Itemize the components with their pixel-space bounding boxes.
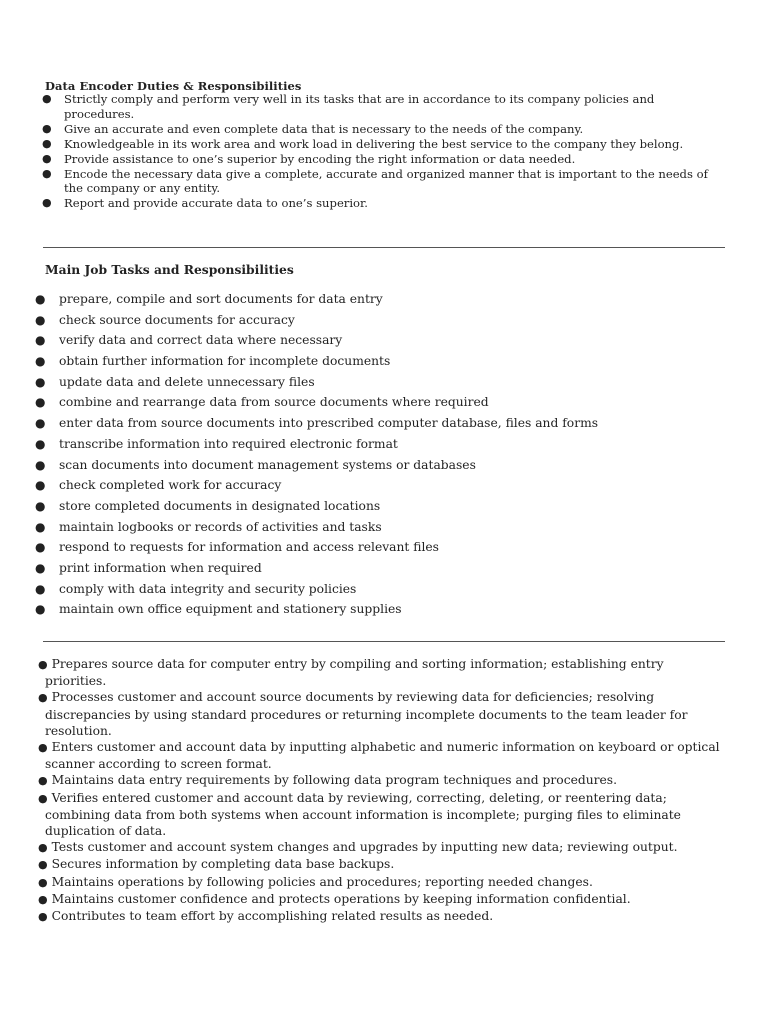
list-item-text: print information when required: [59, 560, 262, 575]
list-item: [0, 839, 768, 856]
list-item: [0, 539, 768, 560]
bullet-icon: ●: [38, 741, 48, 755]
list-item-text: update data and delete unnecessary files: [59, 374, 315, 389]
list-item: [0, 291, 768, 312]
list-item: [0, 519, 768, 540]
list-item: [0, 689, 768, 739]
list-item-text: transcribe information into required electronic format: [59, 436, 398, 451]
list-item-text: Strictly comply and perform very well in its tasks that are in accordance to its company policies and procedures.: [64, 92, 655, 121]
list-item-text: Give an accurate and even complete data that is necessary to the needs of the company.: [64, 121, 584, 136]
list-item: [0, 560, 768, 581]
list-item: [0, 152, 768, 167]
list-item: [0, 656, 768, 689]
list-item-text: Tests customer and account system changes and upgrades by inputting new data; reviewing output.: [51, 840, 678, 855]
list-item-text: prepare, compile and sort documents for data entry: [59, 292, 383, 306]
bullet-icon: ●: [35, 395, 46, 410]
list-item-text: Verifies entered customer and account data by reviewing, correcting, deleting, or reentering data; combining data from both systems when account information is incomplete; purging files to eliminate duplication of data.: [45, 790, 681, 839]
list-item: [0, 891, 768, 908]
bullet-icon: ●: [38, 791, 48, 805]
list-item-text: scan documents into document management systems or databases: [59, 457, 476, 472]
bullet-icon: ●: [35, 374, 46, 389]
bullet-icon: ●: [38, 658, 48, 671]
list-item: [0, 436, 768, 457]
list-item-text: enter data from source documents into prescribed computer database, files and forms: [59, 416, 599, 431]
bullet-icon: ●: [35, 436, 46, 451]
list-item-text: respond to requests for information and access relevant files: [59, 540, 439, 555]
bullet-icon: ●: [42, 166, 52, 180]
list-item-text: check completed work for accuracy: [59, 478, 282, 493]
list-item: [0, 332, 768, 353]
duties-list: [0, 92, 768, 211]
list-item: [0, 739, 768, 772]
list-item: [0, 415, 768, 436]
bullet-icon: ●: [38, 875, 48, 889]
list-item-text: check source documents for accuracy: [59, 312, 295, 327]
bullet-icon: ●: [35, 498, 46, 513]
list-item-text: Provide assistance to one’s superior by encoding the right information or data needed.: [64, 151, 576, 166]
list-item: [0, 457, 768, 478]
list-item-text: Maintains operations by following policies and procedures; reporting needed changes.: [51, 874, 593, 889]
bullet-icon: ●: [38, 858, 48, 872]
duties-heading: Data Encoder Duties & Responsibilities: [45, 79, 302, 93]
bullet-icon: ●: [35, 333, 46, 348]
bullet-icon: ●: [35, 602, 46, 617]
bullet-icon: ●: [38, 892, 48, 906]
bullet-icon: ●: [35, 519, 46, 534]
bullet-icon: ●: [38, 774, 48, 788]
list-item-text: maintain logbooks or records of activities and tasks: [59, 519, 382, 534]
list-item: [0, 772, 768, 789]
bullet-icon: ●: [35, 540, 46, 555]
tasks-list: [0, 291, 768, 622]
bullet-icon: ●: [35, 292, 46, 306]
list-item: [0, 601, 768, 622]
list-item: [0, 790, 768, 840]
list-item: [0, 498, 768, 519]
list-item: [0, 477, 768, 498]
list-item: [0, 122, 768, 137]
list-item: [0, 196, 768, 211]
bullet-icon: ●: [38, 691, 48, 705]
list-item: [0, 92, 768, 122]
list-item: [0, 353, 768, 374]
list-item-text: store completed documents in designated locations: [59, 498, 381, 513]
divider: [43, 247, 725, 248]
list-item-text: Encode the necessary data give a complete, accurate and organized manner that is important to the needs of the company or any entity.: [64, 166, 708, 196]
list-item-text: comply with data integrity and security policies: [59, 581, 357, 596]
list-item-text: Knowledgeable in its work area and work load in delivering the best service to the company they belong.: [64, 136, 684, 151]
list-item-text: obtain further information for incomplete documents: [59, 354, 391, 369]
divider: [43, 641, 725, 642]
list-item-text: maintain own office equipment and stationery supplies: [59, 602, 402, 617]
list-item-text: Secures information by completing data base backups.: [51, 857, 395, 872]
list-item-text: combine and rearrange data from source documents where required: [59, 395, 489, 410]
tasks-heading: Main Job Tasks and Responsibilities: [45, 262, 294, 277]
bullet-icon: ●: [35, 478, 46, 493]
list-item: [0, 581, 768, 602]
bullet-icon: ●: [42, 136, 52, 150]
list-item-text: Enters customer and account data by inputting alphabetic and numeric information on keyboard or optical scanner according to screen format.: [45, 740, 720, 772]
bullet-icon: ●: [42, 121, 52, 135]
bullet-icon: ●: [35, 457, 46, 472]
bullet-icon: ●: [35, 354, 46, 369]
list-item: [0, 137, 768, 152]
bullet-icon: ●: [35, 416, 46, 431]
list-item-text: Maintains customer confidence and protects operations by keeping information confidential.: [51, 891, 631, 906]
bullet-icon: ●: [38, 910, 48, 924]
list-item-text: Report and provide accurate data to one’s superior.: [64, 196, 368, 211]
list-item-text: Prepares source data for computer entry by compiling and sorting information; establishing entry priorities.: [45, 657, 664, 689]
list-item: [0, 908, 768, 925]
list-item-text: Maintains data entry requirements by following data program techniques and procedures.: [51, 773, 618, 788]
list-item-text: Contributes to team effort by accomplishing related results as needed.: [51, 909, 494, 924]
list-item: [0, 874, 768, 891]
list-item: [0, 394, 768, 415]
bullet-icon: ●: [35, 312, 46, 327]
list-item-text: Processes customer and account source documents by reviewing data for deficiencies; resolving discrepancies by using standard procedures or returning incomplete documents to the team leader for resolution.: [45, 690, 688, 738]
bullet-icon: ●: [35, 560, 46, 575]
list-item: [0, 856, 768, 873]
bullet-icon: ●: [42, 92, 52, 105]
bullet-icon: ●: [42, 151, 52, 165]
list-item: [0, 167, 768, 197]
list-item-text: verify data and correct data where necessary: [59, 333, 343, 348]
responsibilities-list: [0, 656, 768, 925]
bullet-icon: ●: [35, 581, 46, 596]
bullet-icon: ●: [38, 841, 48, 855]
list-item: [0, 374, 768, 395]
list-item: [0, 312, 768, 333]
bullet-icon: ●: [42, 196, 52, 210]
